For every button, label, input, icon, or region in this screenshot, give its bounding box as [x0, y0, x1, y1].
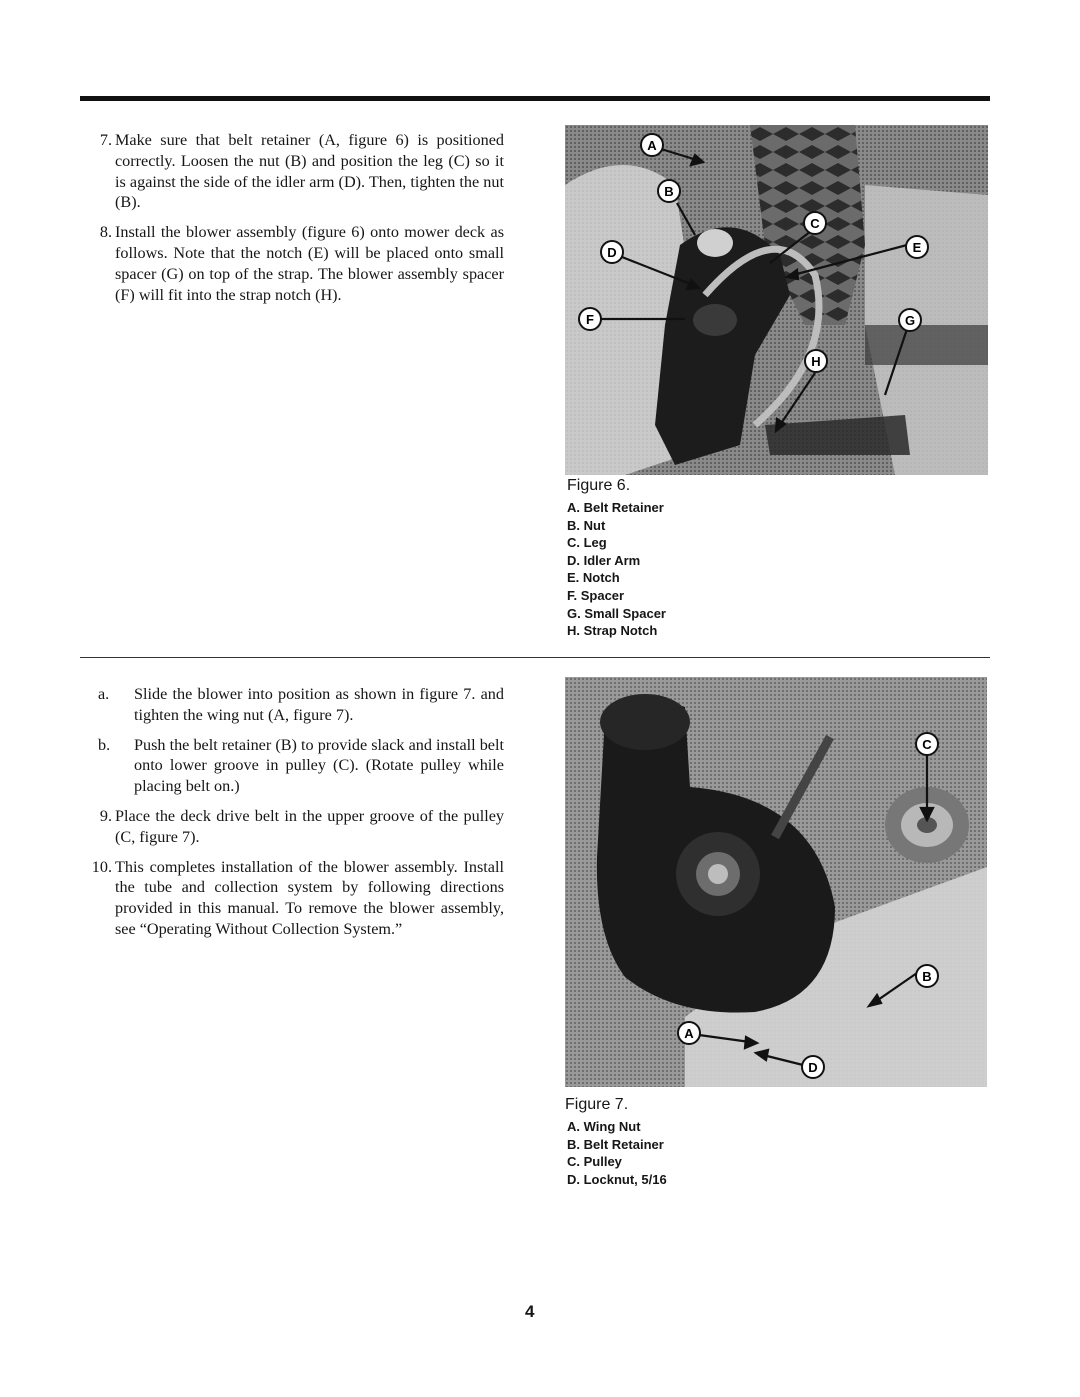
svg-text:E: E [912, 240, 922, 255]
callout-c [804, 212, 826, 234]
callout-a [678, 1022, 700, 1044]
legend-item: A. Wing Nut [567, 1119, 641, 1134]
callout-a [641, 134, 663, 156]
svg-text:D: D [607, 245, 617, 260]
svg-text:H: H [811, 354, 821, 369]
step-9 [84, 806, 504, 848]
svg-text:G: G [904, 313, 916, 328]
callout-b [916, 965, 938, 987]
step-text: Push the belt retainer (B) to provide slack and install belt onto lower groove in pulley (C). (Rotate pulley while placing belt on.) [134, 735, 504, 796]
step-7 [84, 130, 504, 213]
legend-item: B. Belt Retainer [567, 1136, 664, 1152]
svg-text:F: F [586, 312, 594, 327]
svg-text:C: C [922, 737, 932, 752]
step-a [84, 684, 504, 726]
figure-6-title: Figure 6. [567, 477, 631, 494]
step-text: This completes installation of the blower assembly. Install the tube and collection system by following directions provided in this manual. To remove the blower assembly, see “Operating Without Collection System.” [115, 857, 504, 938]
svg-text:B: B [922, 969, 932, 984]
step-number: 7. [99, 131, 112, 149]
step-number: a. [98, 685, 110, 703]
instructions-top [84, 130, 504, 314]
step-number: 10. [91, 857, 112, 876]
legend-item: H. Strap Notch [567, 623, 658, 639]
legend-item: E. Notch [567, 570, 620, 586]
step-text: Place the deck drive belt in the upper groove of the pulley (C, figure 7). [115, 806, 504, 846]
callout-f [579, 308, 601, 330]
figure-6-photo [565, 125, 988, 475]
page-number: 4 [525, 1302, 535, 1321]
step-number: 8. [99, 223, 112, 242]
svg-text:A: A [647, 138, 657, 153]
figure-7-title: Figure 7. [565, 1096, 629, 1113]
svg-text:D: D [808, 1060, 818, 1075]
step-text: Make sure that belt retainer (A, figure 6) is positioned correctly. Loosen the nut (B) and position the leg (C) so it is against the side of the idler arm (D). Then, tighten the nut (B). [115, 131, 504, 212]
step-b [84, 735, 504, 797]
callout-e [906, 236, 928, 258]
callout-d [802, 1056, 824, 1078]
callout-b [658, 180, 680, 202]
step-number: 9. [99, 806, 112, 825]
figure-7-legend [567, 1118, 667, 1188]
svg-text:C: C [810, 216, 820, 231]
legend-item: B. Nut [567, 517, 606, 533]
legend-item: C. Leg [567, 535, 607, 551]
legend-item: D. Idler Arm [567, 552, 641, 568]
callout-d [601, 241, 623, 263]
section-divider [80, 657, 990, 658]
step-number: b. [98, 735, 111, 754]
svg-text:B: B [664, 184, 674, 199]
legend-item: C. Pulley [567, 1154, 622, 1170]
callout-h [805, 350, 827, 372]
legend-item: F. Spacer [567, 587, 625, 603]
step-text: Install the blower assembly (figure 6) onto mower deck as follows. Note that the notch (E) will be placed onto small spacer (G) on top of the strap. The blower assembly spacer (F) will fit into the strap notch (H). [115, 223, 504, 304]
instructions-bottom [84, 684, 504, 949]
figure-7-photo [565, 677, 987, 1087]
figure-6-legend [567, 499, 666, 640]
top-rule [80, 96, 990, 101]
step-10 [84, 857, 504, 940]
step-8 [84, 222, 504, 305]
step-text: Slide the blower into position as shown in figure 7. and tighten the wing nut (A, figure 7). [134, 685, 504, 724]
legend-item: A. Belt Retainer [567, 500, 664, 515]
callout-c [916, 733, 938, 755]
legend-item: D. Locknut, 5/16 [567, 1171, 667, 1187]
legend-item: G. Small Spacer [567, 605, 666, 621]
svg-text:A: A [684, 1026, 694, 1041]
callout-g [899, 309, 921, 331]
